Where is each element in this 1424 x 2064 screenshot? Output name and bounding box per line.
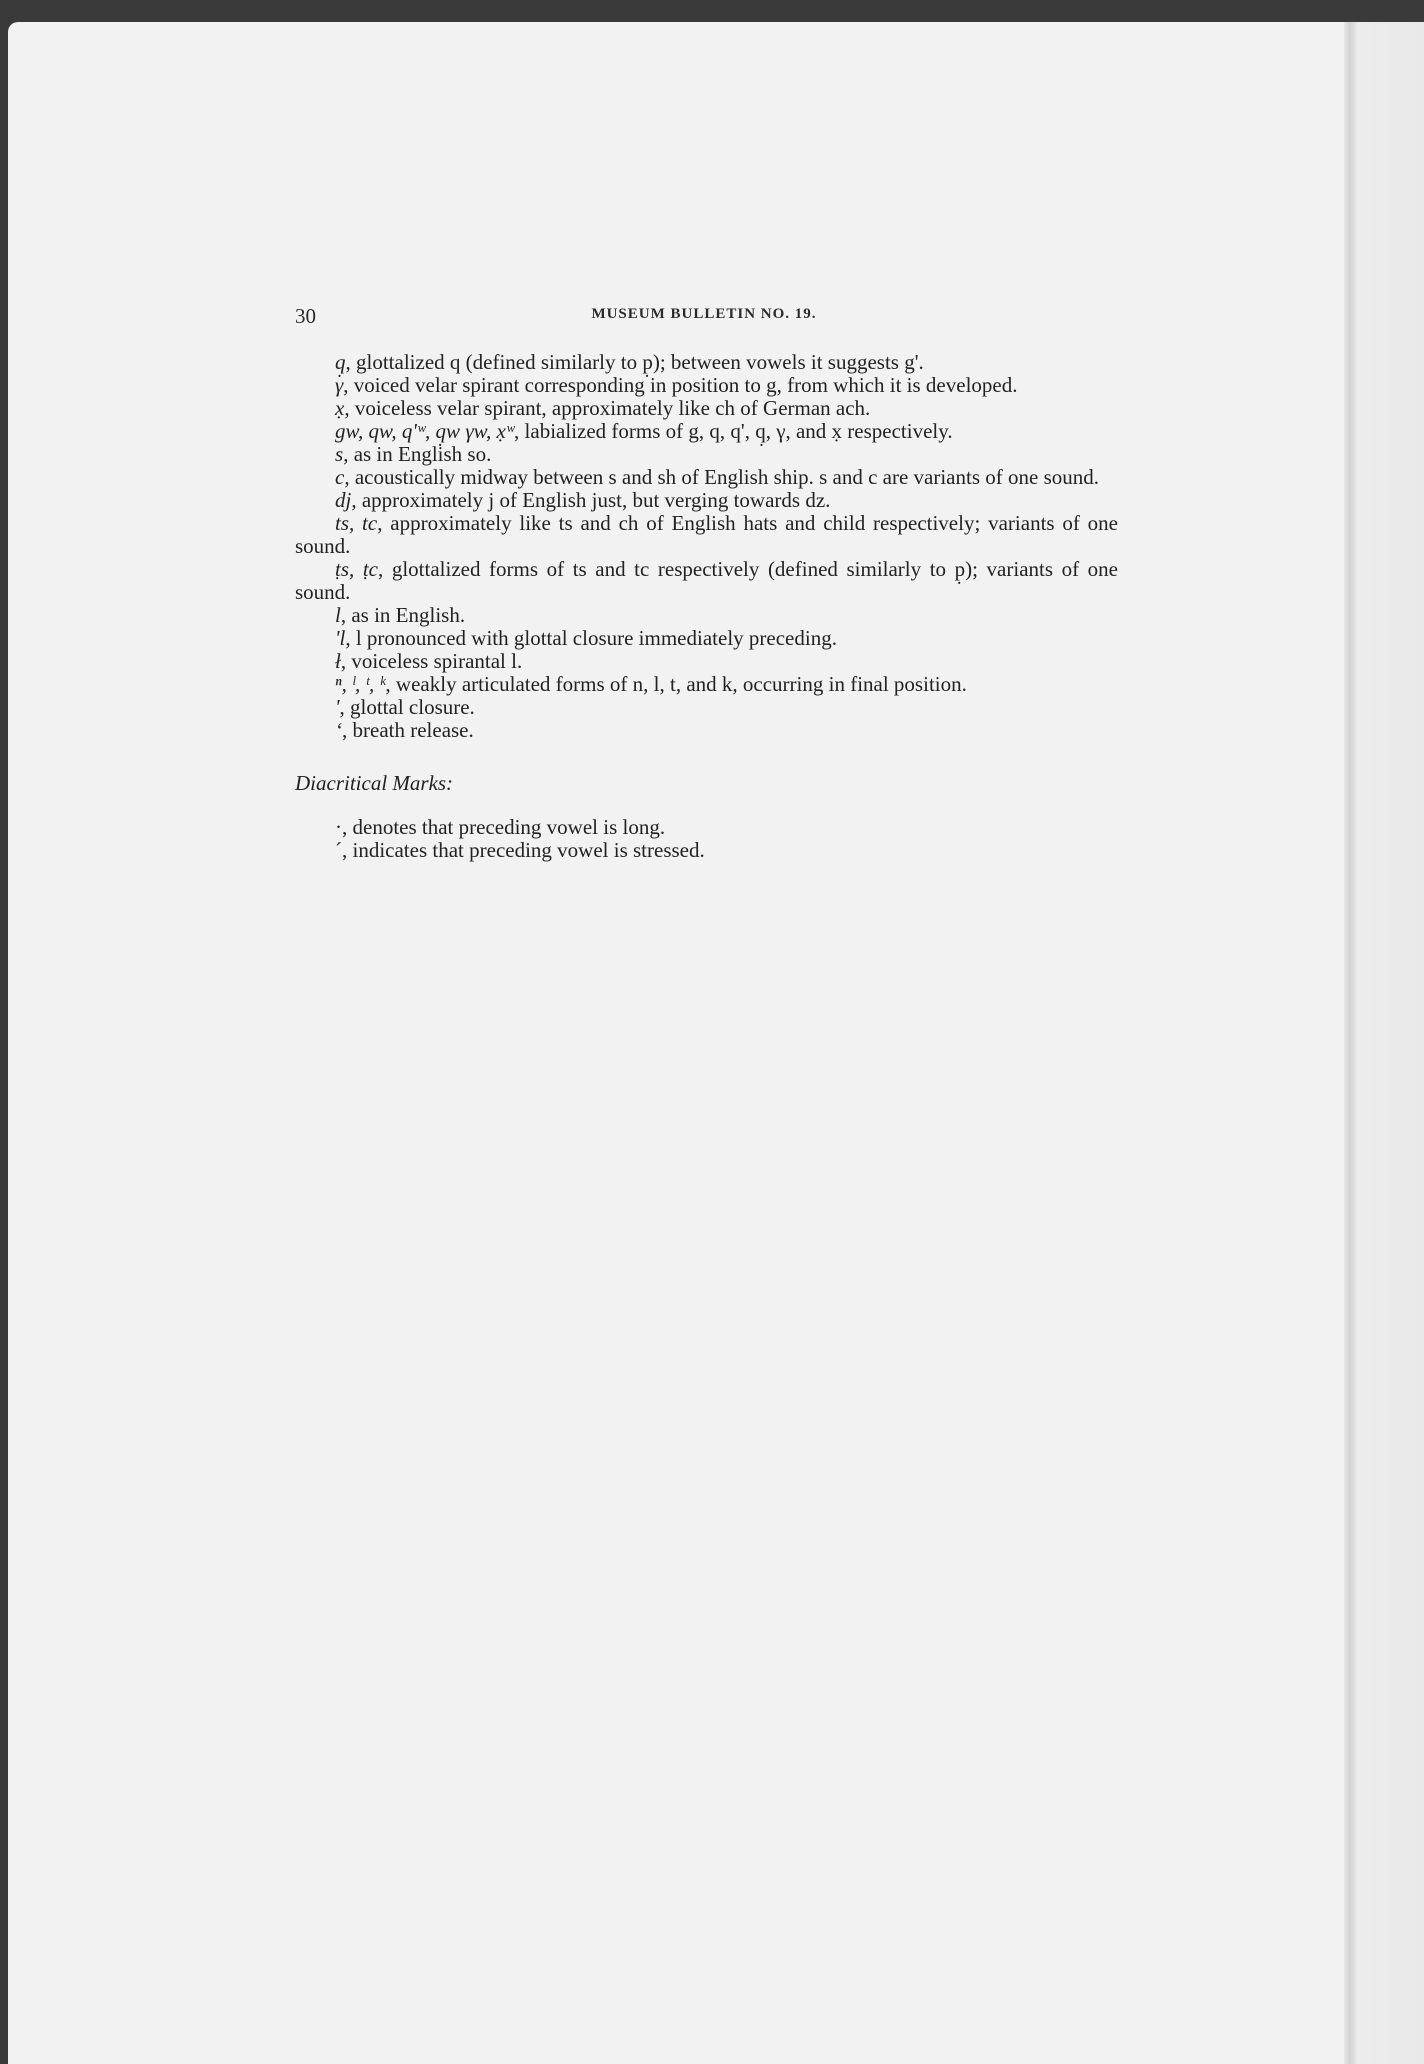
entry-l: l, as in English. bbox=[335, 603, 466, 627]
entry-s: s, as in English so. bbox=[335, 442, 492, 466]
entry-q-glottalized: q̣, glottalized q (defined similarly to p̣); between vowels it suggests g'. bbox=[335, 350, 924, 374]
page-header bbox=[295, 304, 1113, 334]
entry-gamma: γ, voiced velar spirant corresponding in position to g, from which it is developed. bbox=[335, 373, 1018, 397]
diacritic-stressed: ´, indicates that preceding vowel is stressed. bbox=[335, 838, 705, 862]
entry-ts-tc-glottalized: ṭs, ṭc, glottalized forms of ts and tc respectively (defined similarly to p̣); variants of one sound. bbox=[295, 557, 1118, 604]
entry-dj: dj, approximately j of English just, but verging towards dz. bbox=[335, 488, 831, 512]
running-head: MUSEUM BULLETIN NO. 19. bbox=[591, 306, 817, 322]
entry-labialized: gw, qw, q'ʷ, q̣w γw, x̣ʷ, labialized forms of g, q, q', q̣, γ, and x̣ respectively. bbox=[335, 419, 953, 443]
entry-l-glottal: 'l, l pronounced with glottal closure immediately preceding. bbox=[335, 626, 837, 650]
page-number: 30 bbox=[295, 304, 316, 328]
entry-glottal-closure: ', glottal closure. bbox=[335, 695, 475, 719]
diacritics-heading: Diacritical Marks: bbox=[295, 771, 454, 795]
entry-l-voiceless: ł, voiceless spirantal l. bbox=[335, 649, 523, 673]
entry-x: x̣, voiceless velar spirant, approximately like ch of German ach. bbox=[335, 396, 871, 420]
entry-ts-tc: ts, tc, approximately like ts and ch of English hats and child respectively; variants of one sound. bbox=[295, 511, 1118, 558]
entry-c: c, acoustically midway between s and sh of English ship. s and c are variants of one sound. bbox=[335, 465, 1099, 489]
entry-breath-release: ʻ, breath release. bbox=[335, 718, 474, 742]
phonetic-key bbox=[295, 351, 1118, 862]
diacritic-long: ·, denotes that preceding vowel is long. bbox=[335, 815, 666, 839]
entry-weak-finals: ⁿ, ˡ, ᵗ, ᵏ, weakly articulated forms of n, l, t, and k, occurring in final position. bbox=[335, 672, 967, 696]
page-gutter-edge bbox=[1344, 22, 1424, 2064]
